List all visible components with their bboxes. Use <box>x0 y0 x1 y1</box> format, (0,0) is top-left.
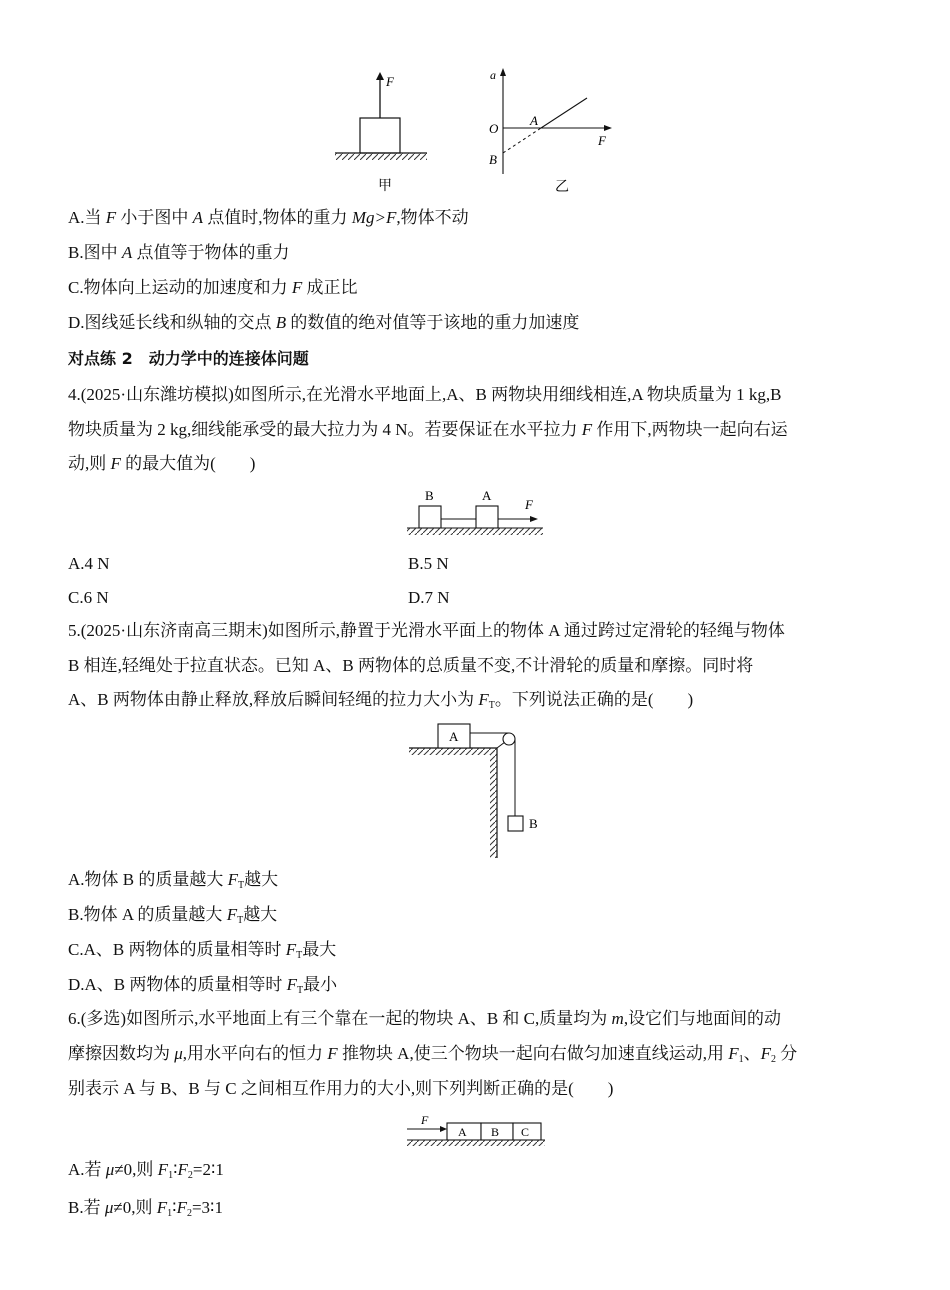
q6-option-b: B.若 μ≠0,则 $F_1∶F_2=3∶1$ <box>68 1198 223 1219</box>
figure-jia-label: 甲 <box>378 179 392 194</box>
point-A-label: A <box>530 113 538 128</box>
block-B <box>419 506 441 528</box>
q4-line-2: 物块质量为 2 kg,细线能承受的最大拉力为 4 N。若要保证在水平拉力 F 作用下,两物块一起向右运 <box>68 420 788 439</box>
ground-hatch <box>407 1140 545 1146</box>
q4-fig-label-B: B <box>425 488 434 503</box>
q4-fig-label-F: F <box>525 497 533 512</box>
table-hatch <box>409 748 497 755</box>
q6-fig-label-F: F <box>421 1113 429 1127</box>
q4-option-c: C.6 N <box>68 588 109 607</box>
q5-option-c: C.A、B 两物体的质量相等时 $F_T$最大 <box>68 940 337 961</box>
figure-yi-label: 乙 <box>555 180 569 195</box>
block-A <box>476 506 498 528</box>
q6-fig-label-C: C <box>521 1125 530 1139</box>
q5-fig-label-A: A <box>449 729 459 744</box>
ground-hatch <box>407 528 543 535</box>
q3-option-a: A.当 F 小于图中 A 点值时,物体的重力 Mg>F,物体不动 <box>68 208 469 227</box>
pulley <box>503 733 515 745</box>
q6-fig-label-A: A <box>458 1125 467 1139</box>
a-axis-label: a <box>490 68 496 82</box>
q4-line-3: 动,则 F 的最大值为( ) <box>68 454 256 473</box>
q6-option-a: A.若 μ≠0,则 $F_1∶F_2=2∶1$ <box>68 1160 224 1181</box>
q6-fig-label-B: B <box>491 1125 500 1139</box>
graph-extension <box>503 128 541 153</box>
q5-option-d: D.A、B 两物体的质量相等时 $F_T$最小 <box>68 975 338 996</box>
q5-line-1: 5.(2025·山东济南高三期末)如图所示,静置于光滑水平面上的物体 A 通过跨过定滑轮的轻绳与物体 <box>68 621 785 640</box>
graph-line <box>541 98 587 128</box>
ground-hatch <box>335 153 427 160</box>
F-axis-label: F <box>598 133 606 148</box>
wall-hatch <box>490 755 497 858</box>
point-B-label: B <box>489 152 497 167</box>
q3-option-d: D.图线延长线和纵轴的交点 B 的数值的绝对值等于该地的重力加速度 <box>68 313 580 332</box>
q3-option-c: C.物体向上运动的加速度和力 F 成正比 <box>68 278 358 297</box>
q4-option-d: D.7 N <box>408 588 450 607</box>
q4-option-b: B.5 N <box>408 554 449 573</box>
q5-figure <box>405 720 555 862</box>
figure-yi <box>485 68 625 200</box>
q5-line-3: A、B 两物体由静止释放,释放后瞬间轻绳的拉力大小为 $F_T$。下列说法正确的是( ) <box>68 690 694 711</box>
q6-line-3: 别表示 A 与 B、B 与 C 之间相互作用力的大小,则下列判断正确的是( ) <box>68 1079 614 1098</box>
q5-fig-label-B: B <box>529 816 538 831</box>
q3-option-b: B.图中 A 点值等于物体的重力 <box>68 243 290 262</box>
section-heading: 对点练 2 动力学中的连接体问题 <box>68 349 309 368</box>
q5-option-a: A.物体 B 的质量越大 $F_T$越大 <box>68 870 279 891</box>
q4-option-a: A.4 N <box>68 554 110 573</box>
q5-option-b: B.物体 A 的质量越大 $F_T$越大 <box>68 905 278 926</box>
q5-line-2: B 相连,轻绳处于拉直状态。已知 A、B 两物体的总质量不变,不计滑轮的质量和摩擦。同时将 <box>68 656 754 675</box>
q4-figure <box>405 485 550 545</box>
q4-line-1: 4.(2025·山东潍坊模拟)如图所示,在光滑水平地面上,A、B 两物块用细线相连,A 物块质量为 1 kg,B <box>68 385 782 404</box>
origin-label: O <box>489 121 499 136</box>
figure-jia <box>330 70 440 200</box>
block <box>360 118 400 153</box>
block-B <box>508 816 523 831</box>
q4-fig-label-A: A <box>482 488 492 503</box>
q6-figure <box>405 1112 550 1148</box>
force-arrow-head <box>376 72 384 80</box>
force-label: F <box>386 74 394 89</box>
q6-line-2: 摩擦因数均为 μ,用水平向右的恒力 F 推物块 A,使三个物块一起向右做匀加速直线运动,用 $F_1$、$F_2$ 分 <box>68 1044 798 1065</box>
q6-line-1: 6.(多选)如图所示,水平地面上有三个靠在一起的物块 A、B 和 C,质量均为 m,设它们与地面间的动 <box>68 1009 782 1028</box>
